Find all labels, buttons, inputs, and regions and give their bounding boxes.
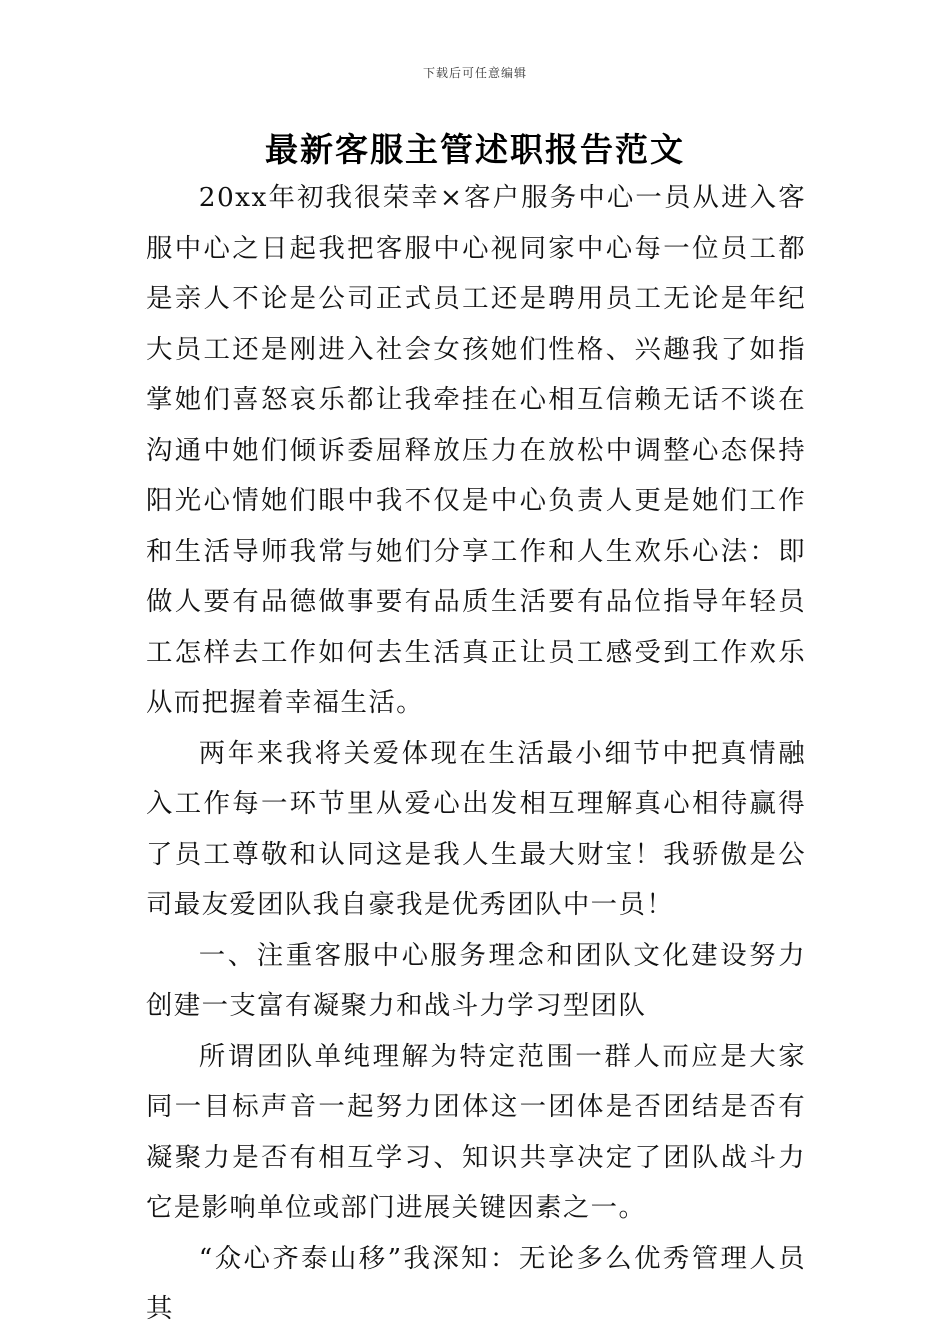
paragraph-4: “众心齐泰山移”我深知：无论多么优秀管理人员其 bbox=[146, 1242, 806, 1324]
document-title: 最新客服主管述职报告范文 bbox=[265, 130, 685, 169]
paragraph-3: 所谓团队单纯理解为特定范围一群人而应是大家同一目标声音一起努力团体这一团体是否团结是否有凝聚力是否有相互学习、知识共享决定了团队战斗力它是影响单位或部门进展关键因素之一。 bbox=[146, 1040, 806, 1223]
paragraph-1: 20xx年初我很荣幸×客户服务中心一员从进入客服中心之日起我把客服中心视同家中心每一位员工都是亲人不论是公司正式员工还是聘用员工无论是年纪大员工还是刚进入社会女孩她们性格、兴趣我了如指掌她们喜怒哀乐都让我牵挂在心相互信赖无话不谈在沟通中她们倾诉委屈释放压力在放松中调整心态保持阳光心情她们眼中我不仅是中心负责人更是她们工作和生活导师我常与她们分享工作和人生欢乐心法：即做人要有品德做事要有品质生活要有品位指导年轻员工怎样去工作如何去生活真正让员工感受到工作欢乐从而把握着幸福生活。 bbox=[146, 182, 806, 718]
page-header: 下载后可任意编辑 bbox=[422, 66, 527, 80]
paragraph-2: 两年来我将关爱体现在生活最小细节中把真情融入工作每一环节里从爱心出发相互理解真心相待赢得了员工尊敬和认同这是我人生最大财宝！我骄傲是公司最友爱团队我自豪我是优秀团队中一员！ bbox=[146, 737, 806, 920]
section-heading-1: 一、注重客服中心服务理念和团队文化建设努力创建一支富有凝聚力和战斗力学习型团队 bbox=[146, 939, 806, 1021]
document-body bbox=[146, 173, 806, 1335]
